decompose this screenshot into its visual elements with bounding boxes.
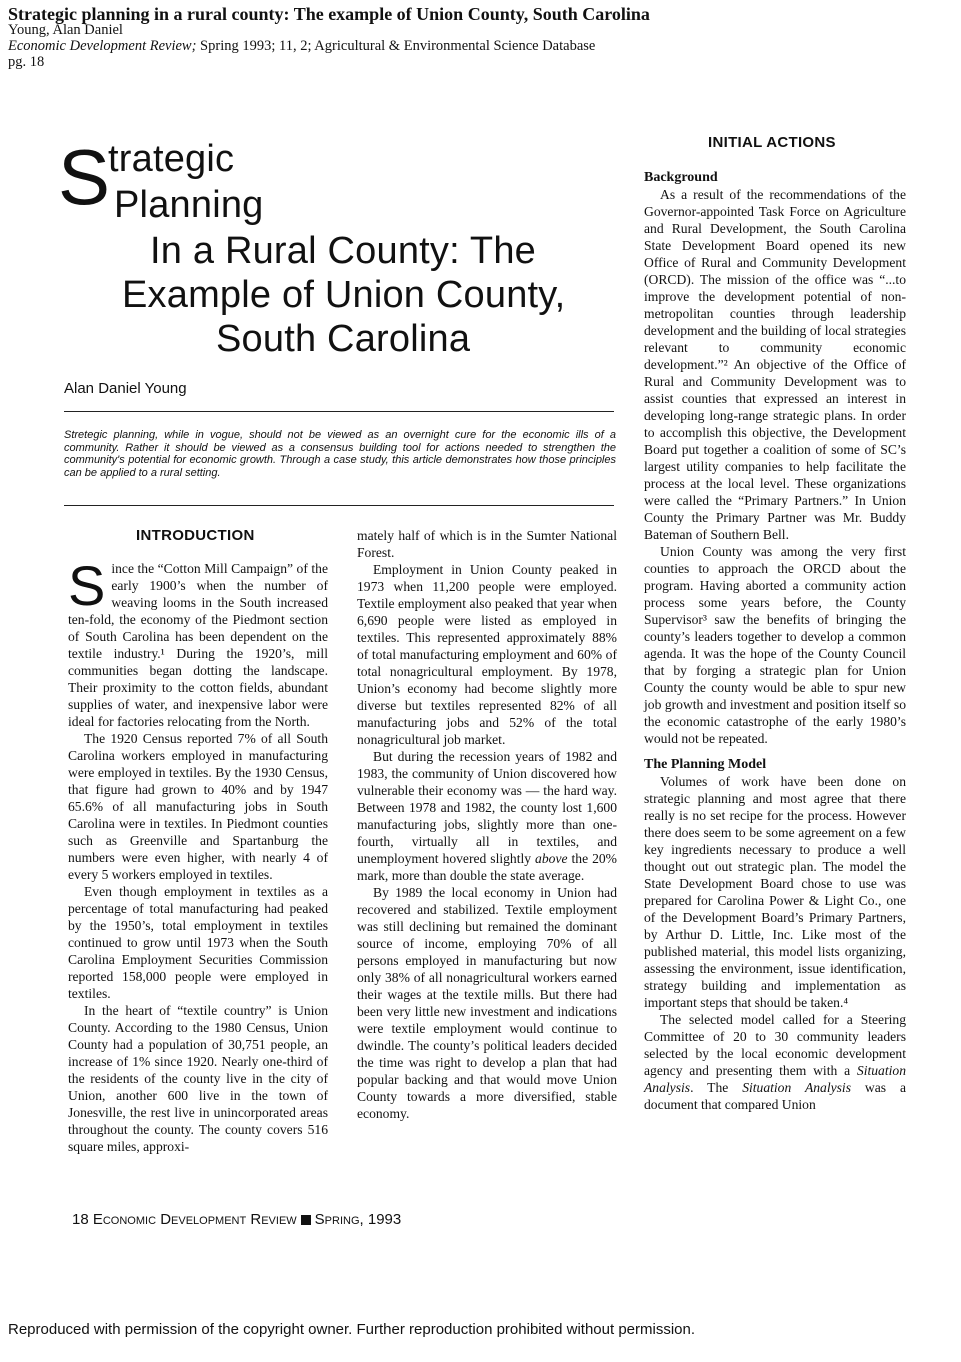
column-1 (68, 554, 328, 1155)
rule-bottom (64, 505, 614, 506)
document-source (8, 38, 595, 54)
paragraph: In the heart of “textile country” is Union County. According to the 1980 Census, Union County had a population of 30,751 people, an increase of 1% since 1920. Nearly one-third of the residents of the county live in the city of Union, another 600 live in the town of Jonesville, the rest live in unincorporated areas throughout the county. The county covers 516 square miles, approxi- (68, 1003, 328, 1154)
paragraph: The selected model called for a Steering Committee of 20 to 30 community leaders selected by the local economic development agency and presenting them with a Situation Analysis. The Situation Analysis was a document that compared Union (644, 1012, 906, 1112)
footer-issue: Spring, 1993 (314, 1211, 402, 1228)
paragraph: Volumes of work have been done on strategic planning and most agree that there really is no set recipe for the process. However there does seem to be some agreement on a few key ingredients necessary to produce a well thought out out strategic plan. The model the State Development Board chose to use was prepared for Carolina Power & Light Co., one of the Development Board’s Primary Partners, by Arthur D. Little, Inc. Like most of the published material, this model lists organizing, assessing the environment, issue identification, strategy building and implementation as important steps that should be taken.⁴ (644, 774, 906, 1010)
title-line-2: Planning (114, 184, 264, 226)
column-2 (357, 527, 617, 1122)
paragraph: By 1989 the local economy in Union had recovered and stabilized. Textile employment was still declining but remained the dominant source of income, employing 70% of all persons employed in manufacturing but now only 38% of all nonagricultural workers earned their wages at the textile mills. But there had been very little new investment and indications were textile employment would continue to dwindle. The county’s political leaders decided the time was right to develop a plan that had popular backing and that would move Union County towards a more diversified, stable economy. (357, 885, 617, 1121)
title-line-4: Example of Union County, (122, 274, 566, 316)
heading-introduction: INTRODUCTION (136, 527, 255, 544)
drop-cap: S (68, 554, 106, 617)
source-journal: Economic Development Review; (8, 38, 197, 54)
column-3 (644, 169, 906, 1113)
emphasis: above (535, 851, 568, 866)
document-author: Young, Alan Daniel (8, 22, 123, 38)
paragraph: Employment in Union County peaked in 1973 when 11,200 people were employed. Textile employment also peaked that year when 6,690 people were listed as employed in textiles. This represented approximately 88% of total manufacturing employment and 60% of total nonagricultural employment. By 1978, Union’s economy had become slightly more diverse but textiles represented 82% of all manufacturing jobs and 52% of the total nonagricultural job market. (357, 562, 617, 747)
emphasis: Situation Analysis (742, 1080, 852, 1095)
rule-top (64, 411, 614, 412)
paragraph: mately half of which is in the Sumter National Forest. (357, 528, 617, 560)
subheading-planning-model: The Planning Model (644, 757, 767, 772)
paragraph: The 1920 Census reported 7% of all South Carolina workers employed in manufacturing were employed in textiles. By the 1930 Census, that figure had grown to 40% and by 1947 65.6% of all manufacturing jobs in South Carolina were in textiles. In Piedmont counties such as Greenville and Spartanburg the numbers were even higher, with nearly 4 of every 5 workers employed in textiles. (68, 731, 328, 882)
emphasis: Situation Analysis (644, 1063, 906, 1095)
paragraph: As a result of the recommendations of the Governor-appointed Task Force on Agriculture and Rural Development, the South Carolina State Development Board opened its new Office of Rural and Community Development (ORCD). The mission of the office was “...to improve the development potential of non-metropolitan counties through leadership development and the building of local strategies relevant to community economic development.”² An objective of the Office of Rural and Community Development was to assist counties that expressed an interest in developing long-range strategic plans. In order to accomplish this objective, the Development Board put together a coalition of some of SC’s largest utility companies to help facilitate the process at the local level. These organizations were called the “Primary Partners.” In Union County the Primary Partner was Mr. Buddy Bateman of Southern Bell. (644, 187, 906, 542)
title-line-1: trategic (108, 138, 235, 180)
document-title: Strategic planning in a rural county: The example of Union County, South Carolina (8, 4, 650, 24)
footer-journal: Economic Development Review (92, 1211, 297, 1228)
subheading-background: Background (644, 170, 718, 185)
abstract: Stretegic planning, while in vogue, should not be viewed as an overnight cure for the economic ills of a community. Rather it should be viewed as a consensus building tool for actions needed to strengthen the community's potential for economic growth. Through a case study, this article demonstrates how those principles can be applied to a rural setting. (64, 429, 616, 479)
paragraph: Union County was among the very first counties to approach the ORCD about the program. Having aborted a community action process some years before, the County Supervisor³ saw the benefits of bringing the county’s leaders together to develop a common agenda. It was the hope of the County Council that by forging a strategic plan for Union County the county would be able to spur new job growth and investment and position itself so the economic catastrophe of the early 1980’s would not be repeated. (644, 544, 906, 746)
document-page: pg. 18 (8, 54, 45, 70)
paragraph: But during the recession years of 1982 and 1983, the community of Union discovered how vulnerable their economy was — the hard way. Between 1978 and 1982, the county lost 1,600 manufacturing jobs, slightly more than one-fourth, virtually all in textiles, and unemployment hovered slightly above the 20% mark, more than double the state average. (357, 749, 617, 883)
article-author: Alan Daniel Young (64, 380, 187, 397)
paragraph: Even though employment in textiles as a percentage of total manufacturing had peaked by the 1950’s, total employment in textiles continued to grow until 1973 when the South Carolina Employment Securities Commission reported 158,000 people were employed in textiles. (68, 884, 328, 1001)
paragraph: Since the “Cotton Mill Campaign” of the early 1900’s when the number of weaving looms in the South increased ten-fold, the economy of the Piedmont section of South Carolina has been dependent on the textile industry.¹ During the 1920’s, mill communities began dotting the landscape. Their proximity to the cotton fields, abundant supplies of water, and inexpensive labor were ideal for factories relocating from the North. (68, 554, 328, 729)
source-details: Spring 1993; 11, 2; Agricultural & Environmental Science Database (196, 38, 596, 54)
square-bullet-icon (301, 1215, 311, 1225)
title-big-s: S (58, 133, 111, 221)
copyright-notice: Reproduced with permission of the copyright owner. Further reproduction prohibited without permission. (8, 1321, 696, 1338)
footer-page-number: 18 (72, 1211, 89, 1228)
title-line-5: South Carolina (216, 318, 471, 360)
heading-initial-actions: INITIAL ACTIONS (708, 134, 836, 151)
page-footer (72, 1211, 401, 1228)
title-line-3: In a Rural County: The (150, 230, 537, 272)
